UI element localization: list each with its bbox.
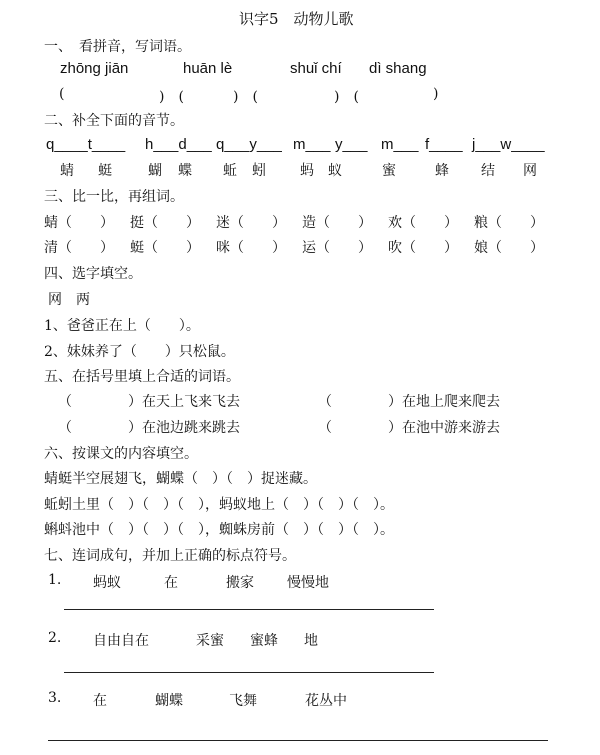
section4-heading: 四、选字填空。 bbox=[44, 266, 142, 282]
syllable-8: j___w____ bbox=[472, 136, 545, 153]
section7-heading: 七、连词成句，并加上正确的标点符号。 bbox=[44, 548, 296, 564]
syllable-4: m___ bbox=[293, 136, 331, 153]
compare-r1-1: 蜻（ ） bbox=[44, 215, 114, 231]
text-line-1: 蜻蜓半空展翅飞，蝴蝶（ ）（ ）捉迷藏。 bbox=[44, 471, 317, 487]
compare-r2-5: 吹（ ） bbox=[388, 240, 458, 256]
fill-question-1: 1、爸爸正在上（ ）。 bbox=[44, 318, 200, 334]
sentence-number: 3. bbox=[48, 690, 62, 706]
page-title: 识字5 动物儿歌 bbox=[239, 10, 354, 28]
syllable-2: h___d___ bbox=[145, 136, 212, 153]
char-3: 蝴 bbox=[148, 163, 162, 179]
sentence-number: 1. bbox=[48, 572, 62, 588]
sentence-word: 飞舞 bbox=[229, 693, 257, 709]
char-10: 蜂 bbox=[435, 163, 449, 179]
word-options: 网 两 bbox=[48, 292, 90, 308]
char-12: 网 bbox=[523, 163, 537, 179]
syllable-3: q___y___ bbox=[216, 136, 282, 153]
char-11: 结 bbox=[481, 163, 495, 179]
answer-line bbox=[48, 740, 548, 741]
compare-r1-5: 欢（ ） bbox=[388, 215, 458, 231]
sentence-word: 花丛中 bbox=[305, 693, 347, 709]
bracket-2: ) ( bbox=[159, 89, 184, 105]
char-6: 蚓 bbox=[252, 163, 266, 179]
char-1: 蜻 bbox=[60, 163, 74, 179]
compare-r1-3: 迷（ ） bbox=[216, 215, 286, 231]
phrase-3: （ ）在池边跳来跳去 bbox=[58, 420, 240, 436]
answer-line bbox=[64, 672, 434, 673]
pinyin-3: shuǐ chí bbox=[290, 60, 342, 77]
compare-r1-4: 造（ ） bbox=[302, 215, 372, 231]
section1-heading: 一、 看拼音，写词语。 bbox=[44, 39, 191, 55]
compare-r2-2: 蜓（ ） bbox=[130, 240, 200, 256]
sentence-word: 在 bbox=[93, 693, 107, 709]
char-7: 蚂 bbox=[300, 163, 314, 179]
section3-heading: 三、比一比，再组词。 bbox=[44, 189, 184, 205]
syllable-1: q____t____ bbox=[46, 136, 126, 153]
sentence-word: 蚂蚁 bbox=[93, 575, 121, 591]
compare-r2-4: 运（ ） bbox=[302, 240, 372, 256]
bracket-1: ( bbox=[59, 86, 65, 102]
syllable-7: f____ bbox=[425, 136, 463, 153]
answer-line bbox=[64, 609, 434, 610]
char-2: 蜓 bbox=[98, 163, 112, 179]
phrase-1: （ ）在天上飞来飞去 bbox=[58, 394, 240, 410]
compare-r2-3: 咪（ ） bbox=[216, 240, 286, 256]
sentence-word: 在 bbox=[164, 575, 178, 591]
syllable-5: y___ bbox=[335, 136, 368, 153]
sentence-word: 蝴蝶 bbox=[155, 693, 183, 709]
section5-heading: 五、在括号里填上合适的词语。 bbox=[44, 369, 240, 385]
section6-heading: 六、按课文的内容填空。 bbox=[44, 446, 198, 462]
phrase-2: （ ）在地上爬来爬去 bbox=[318, 394, 500, 410]
char-4: 蝶 bbox=[178, 163, 192, 179]
sentence-word: 地 bbox=[304, 633, 318, 649]
sentence-word: 蜜蜂 bbox=[250, 633, 278, 649]
fill-question-2: 2、妹妹养了（ ）只松鼠。 bbox=[44, 344, 235, 360]
text-line-2: 蚯蚓土里（ ）（ ）（ ），蚂蚁地上（ ）（ ）（ ）。 bbox=[44, 497, 394, 513]
bracket-3: ) ( bbox=[233, 89, 258, 105]
char-9: 蜜 bbox=[382, 163, 396, 179]
pinyin-1: zhōng jiān bbox=[60, 60, 129, 77]
sentence-word: 采蜜 bbox=[196, 633, 224, 649]
sentence-word: 慢慢地 bbox=[287, 575, 329, 591]
phrase-4: （ ）在池中游来游去 bbox=[318, 420, 500, 436]
syllable-6: m___ bbox=[381, 136, 419, 153]
pinyin-4: dì shang bbox=[369, 60, 427, 77]
section2-heading: 二、补全下面的音节。 bbox=[44, 113, 184, 129]
compare-r1-6: 粮（ ） bbox=[474, 215, 544, 231]
char-8: 蚁 bbox=[328, 163, 342, 179]
text-line-3: 蝌蚪池中（ ）（ ）（ ），蜘蛛房前（ ）（ ）（ ）。 bbox=[44, 522, 394, 538]
bracket-5: ) bbox=[433, 86, 439, 102]
pinyin-2: huān lè bbox=[183, 60, 233, 77]
sentence-number: 2. bbox=[48, 630, 62, 646]
compare-r2-1: 清（ ） bbox=[44, 240, 114, 256]
sentence-word: 自由自在 bbox=[93, 633, 149, 649]
bracket-4: ) ( bbox=[334, 89, 359, 105]
char-5: 蚯 bbox=[223, 163, 237, 179]
compare-r1-2: 挺（ ） bbox=[130, 215, 200, 231]
sentence-word: 搬家 bbox=[226, 575, 254, 591]
compare-r2-6: 娘（ ） bbox=[474, 240, 544, 256]
